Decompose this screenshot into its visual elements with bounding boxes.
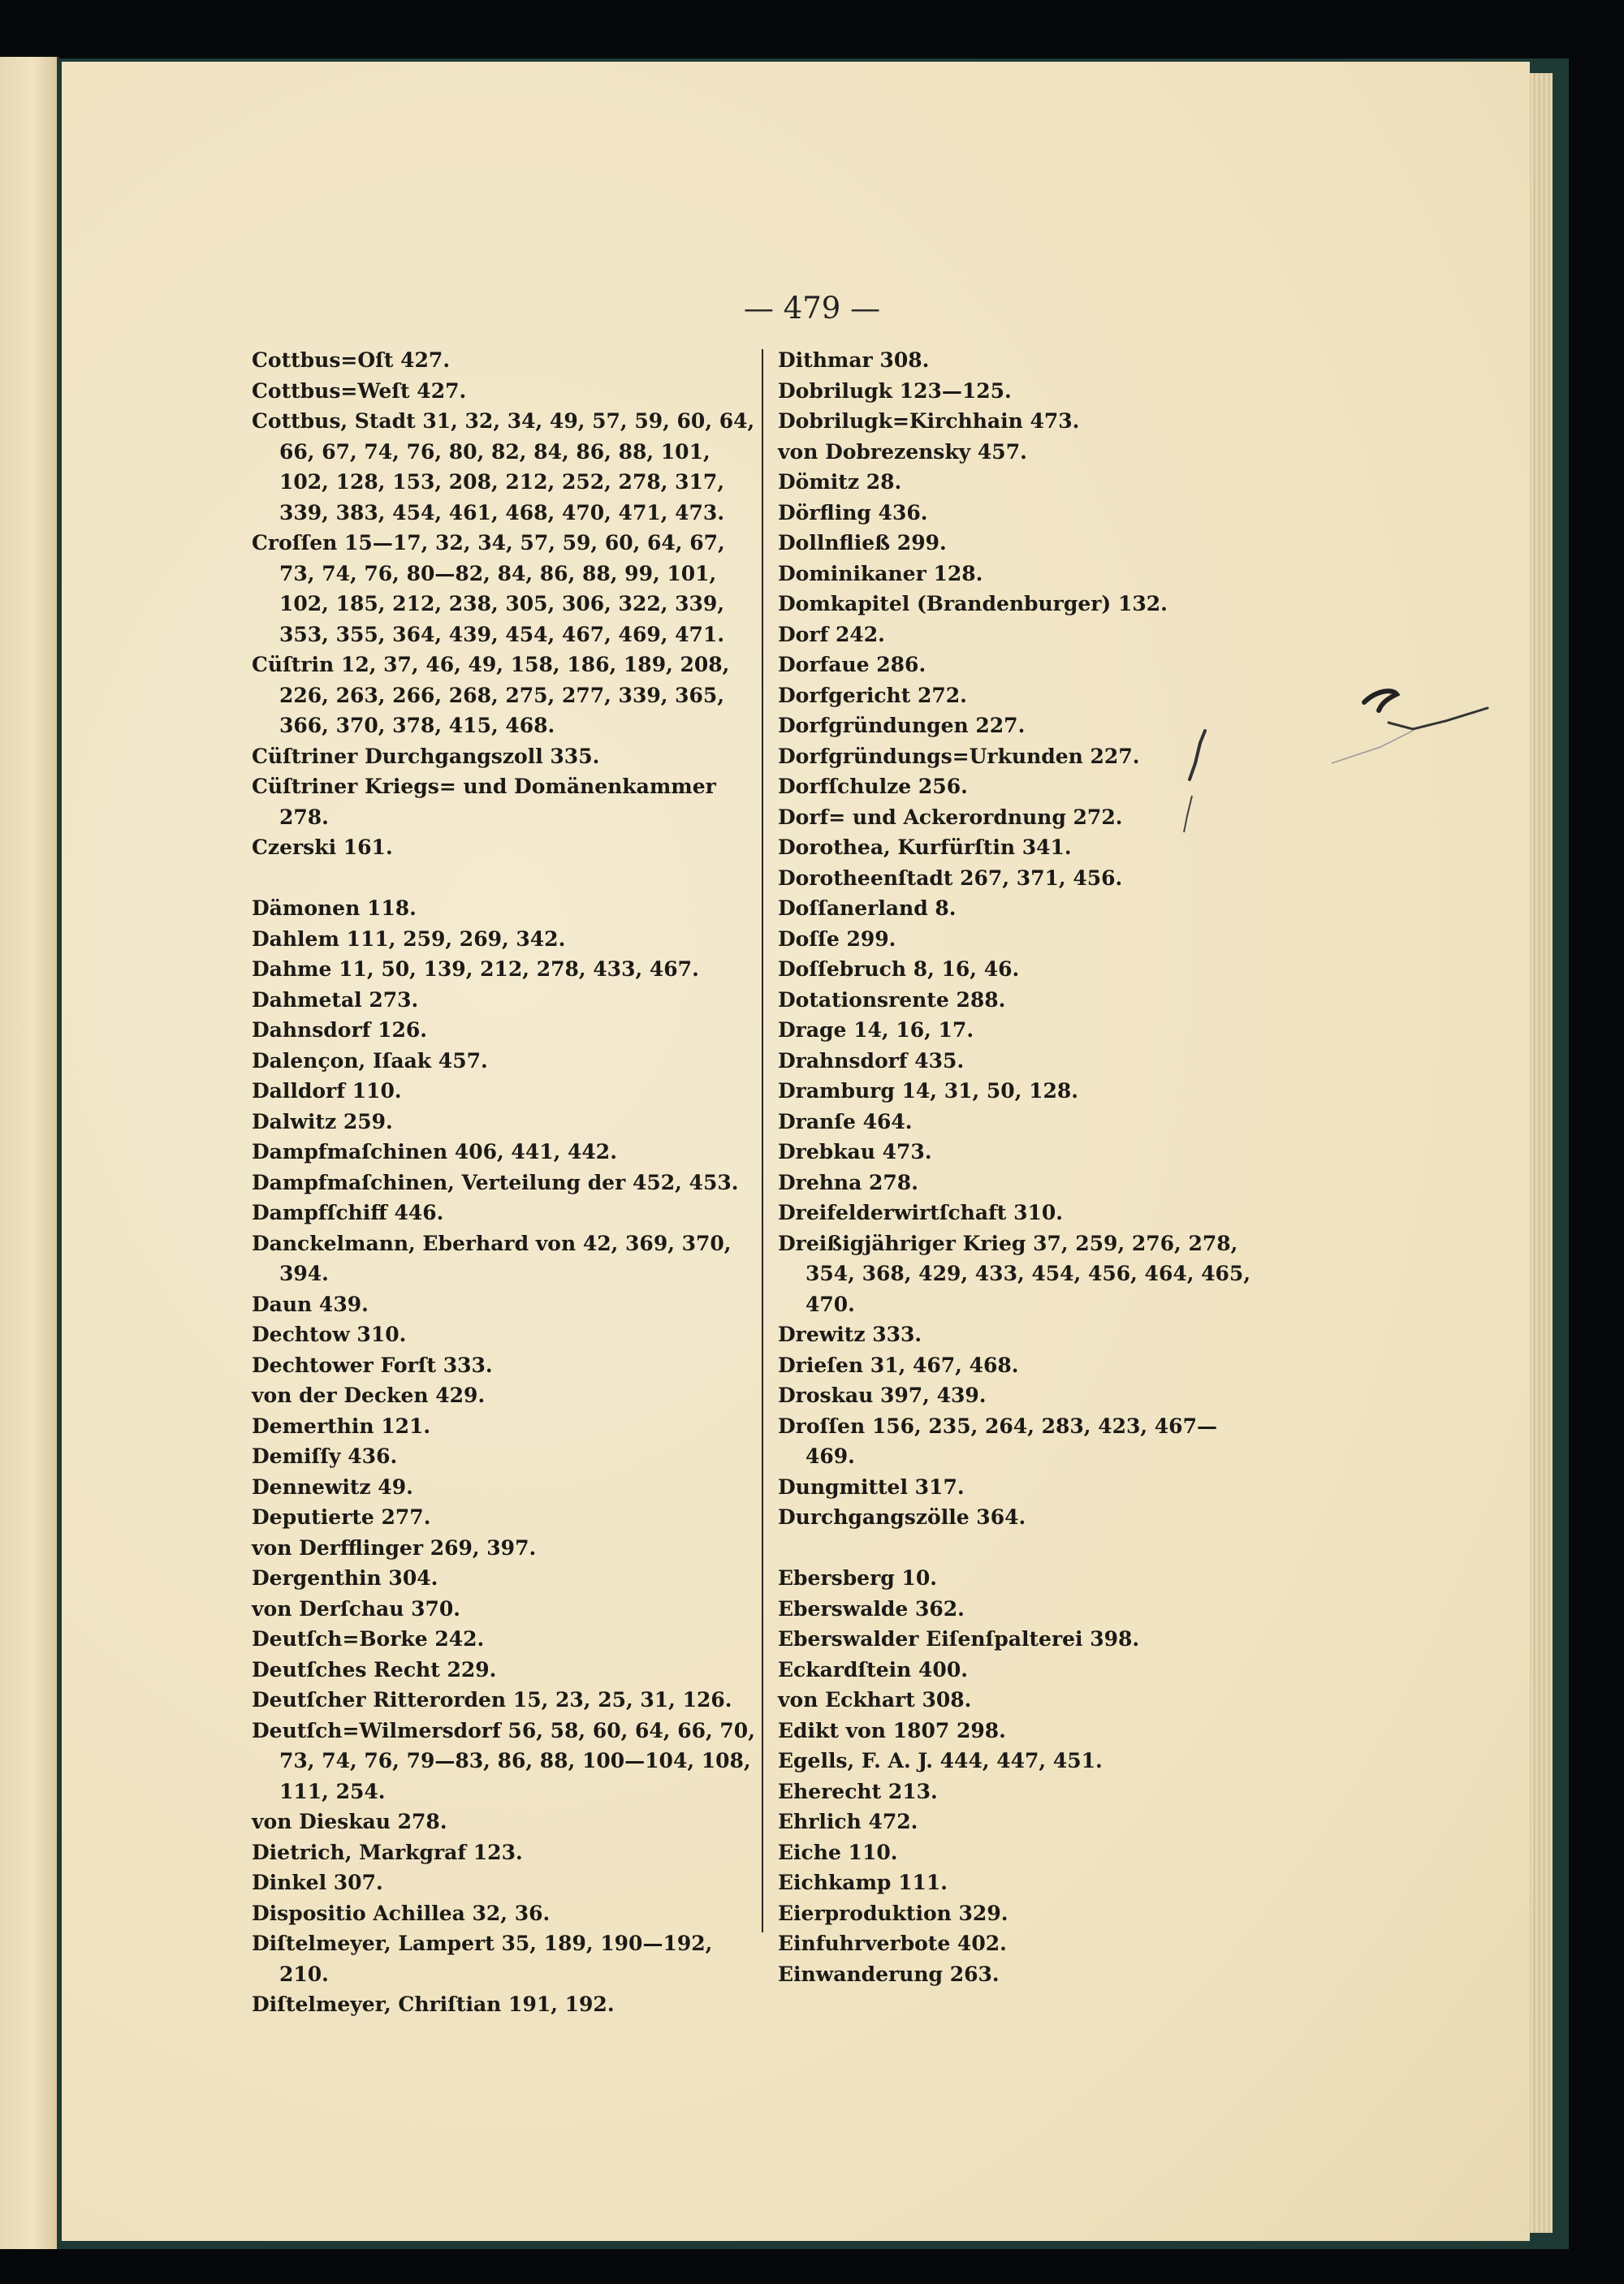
- index-entry: Danckelmann, Eberhard von 42, 369, 370, 394.: [252, 1231, 732, 1285]
- section-gap: [778, 1533, 1265, 1564]
- index-entry: Cottbus, Stadt 31, 32, 34, 49, 57, 59, 60, 64, 66, 67, 74, 76, 80, 82, 84, 86, 88, 101, 102, 128, 153, 208, 212, 252, 278, 317, 339, 383, 454, 461, 468, 470, 471, 473.: [252, 409, 755, 525]
- index-entry: Drewitz 333.: [778, 1323, 922, 1346]
- left-page-edge: [0, 57, 59, 2249]
- index-entry: Dampfſchiff 446.: [252, 1201, 444, 1224]
- index-entry: Cottbus=Weſt 427.: [252, 378, 467, 403]
- index-entry: Dalwitz 259.: [252, 1109, 393, 1133]
- index-entry: Dotationsrente 288.: [778, 987, 1006, 1012]
- index-entry: Deutſch=Wilmersdorf 56, 58, 60, 64, 66, 70, 73, 74, 76, 79—83, 86, 88, 100—104, 108, 111, 254.: [252, 1718, 755, 1803]
- index-entry: Eherecht 213.: [778, 1779, 938, 1803]
- index-entry: Doſſanerland 8.: [778, 896, 957, 920]
- index-entry: Cüſtriner Kriegs= und Domänenkammer 278.: [252, 775, 716, 829]
- index-entry: Dergenthin 304.: [252, 1566, 438, 1590]
- index-entry: Dreifelderwirtſchaft 310.: [778, 1201, 1063, 1224]
- index-entry: Deutſches Recht 229.: [252, 1657, 497, 1682]
- index-entry: Demerthin 121.: [252, 1414, 431, 1438]
- index-entry: Drebkau 473.: [778, 1140, 932, 1164]
- index-entry: Deutſch=Borke 242.: [252, 1627, 485, 1651]
- page-number: — 479 —: [743, 291, 881, 326]
- index-entry: Dorfgründungs=Urkunden 227.: [778, 744, 1140, 768]
- index-entry: Dampfmaſchinen 406, 441, 442.: [252, 1140, 617, 1164]
- index-column-right: [778, 345, 1265, 1989]
- index-entry: von Eckhart 308.: [778, 1688, 972, 1712]
- index-entry: Deputierte 277.: [252, 1505, 431, 1529]
- index-entry: Cüſtriner Durchgangszoll 335.: [252, 744, 600, 768]
- index-entry: Edikt von 1807 298.: [778, 1718, 1006, 1742]
- index-entry: Cottbus=Oſt 427.: [252, 348, 451, 372]
- index-entry: Drage 14, 16, 17.: [778, 1018, 974, 1042]
- index-entry: Dennewitz 49.: [252, 1474, 413, 1499]
- index-entry: Dorotheenſtadt 267, 371, 456.: [778, 866, 1123, 890]
- index-entry: Dollnfließ 299.: [778, 531, 947, 555]
- index-entry: Diſtelmeyer, Chriſtian 191, 192.: [252, 1993, 615, 2016]
- index-entry: Cüſtrin 12, 37, 46, 49, 158, 186, 189, 208, 226, 263, 266, 268, 275, 277, 339, 365, 366, 370, 378, 415, 468.: [252, 653, 730, 737]
- index-entry: Eckardſtein 400.: [778, 1657, 968, 1682]
- index-entry: Dörfling 436.: [778, 500, 928, 525]
- index-entry: Dechtow 310.: [252, 1323, 407, 1346]
- page-edges: [1530, 73, 1553, 2233]
- index-entry: Domkapitel (Brandenburger) 132.: [778, 592, 1168, 615]
- index-entry: Dispositio Achillea 32, 36.: [252, 1901, 551, 1925]
- index-column-left: [252, 345, 755, 2020]
- index-entry: Dorfaue 286.: [778, 653, 926, 676]
- index-entry: von Derſchau 370.: [252, 1596, 460, 1621]
- index-entry: Demiſſy 436.: [252, 1444, 398, 1468]
- index-entry: Dorfgründungen 227.: [778, 714, 1026, 737]
- index-entry: Drehna 278.: [778, 1170, 918, 1194]
- index-entry: Doſſe 299.: [778, 926, 896, 951]
- section-gap: [252, 863, 755, 894]
- index-entry: Eierproduktion 329.: [778, 1901, 1009, 1925]
- index-entry: Dranſe 464.: [778, 1109, 913, 1133]
- index-entry: Doſſebruch 8, 16, 46.: [778, 957, 1020, 981]
- index-entry: von Dieskau 278.: [252, 1810, 447, 1833]
- index-entry: Dalldorf 110.: [252, 1079, 402, 1103]
- index-entry: Dorfſchulze 256.: [778, 775, 968, 798]
- index-entry: Einwanderung 263.: [778, 1962, 1000, 1986]
- index-entry: Eberswalde 362.: [778, 1596, 965, 1621]
- index-entry: Deutſcher Ritterorden 15, 23, 25, 31, 126.: [252, 1688, 732, 1712]
- index-entry: von Derfflinger 269, 397.: [252, 1535, 537, 1560]
- index-entry: Eberswalder Eiſenſpalterei 398.: [778, 1627, 1140, 1651]
- index-entry: Dramburg 14, 31, 50, 128.: [778, 1079, 1078, 1103]
- index-entry: Eichkamp 111.: [778, 1871, 948, 1894]
- index-entry: Dithmar 308.: [778, 348, 930, 372]
- index-entry: Dahmetal 273.: [252, 987, 419, 1012]
- index-entry: Dobrilugk=Kirchhain 473.: [778, 409, 1080, 433]
- index-entry: Dechtower Forſt 333.: [252, 1353, 493, 1377]
- index-entry: Dömitz 28.: [778, 470, 902, 494]
- index-entry: Croſſen 15—17, 32, 34, 57, 59, 60, 64, 67, 73, 74, 76, 80—82, 84, 86, 88, 99, 101, 102, 185, 212, 238, 305, 306, 322, 339, 353, 355, 364, 439, 454, 467, 469, 471.: [252, 531, 725, 646]
- pencil-annotation: [1169, 666, 1510, 861]
- index-entry: Dinkel 307.: [252, 1871, 383, 1894]
- index-entry: Dorf= und Ackerordnung 272.: [778, 805, 1123, 829]
- index-entry: Droſſen 156, 235, 264, 283, 423, 467—469.: [778, 1414, 1217, 1468]
- index-entry: Dorf 242.: [778, 622, 885, 646]
- index-entry: Dorothea, Kurfürſtin 341.: [778, 835, 1072, 859]
- index-entry: Dahnsdorf 126.: [252, 1018, 427, 1042]
- index-entry: Drieſen 31, 467, 468.: [778, 1353, 1019, 1377]
- index-entry: Droskau 397, 439.: [778, 1384, 987, 1407]
- index-entry: Dobrilugk 123—125.: [778, 378, 1012, 403]
- index-entry: Dahlem 111, 259, 269, 342.: [252, 926, 566, 951]
- column-divider: [762, 349, 763, 1932]
- index-entry: Dahme 11, 50, 139, 212, 278, 433, 467.: [252, 957, 699, 981]
- index-entry: Dalençon, Iſaak 457.: [252, 1048, 488, 1073]
- index-entry: Dorfgericht 272.: [778, 683, 967, 707]
- index-entry: Daun 439.: [252, 1292, 369, 1316]
- index-entry: Dämonen 118.: [252, 896, 417, 920]
- index-entry: Dampfmaſchinen, Verteilung der 452, 453.: [252, 1170, 739, 1194]
- index-entry: Drahnsdorf 435.: [778, 1048, 965, 1073]
- index-entry: Egells, F. A. J. 444, 447, 451.: [778, 1749, 1103, 1772]
- index-entry: Dominikaner 128.: [778, 561, 983, 585]
- index-entry: von der Decken 429.: [252, 1384, 486, 1407]
- index-entry: Dungmittel 317.: [778, 1474, 965, 1499]
- index-entry: Dreißigjähriger Krieg 37, 259, 276, 278, 354, 368, 429, 433, 454, 456, 464, 465, 470.: [778, 1231, 1251, 1316]
- index-entry: Ebersberg 10.: [778, 1566, 937, 1590]
- index-entry: Czerski 161.: [252, 835, 393, 859]
- index-entry: Eiche 110.: [778, 1840, 898, 1864]
- index-entry: Einfuhrverbote 402.: [778, 1932, 1007, 1955]
- index-entry: Diſtelmeyer, Lampert 35, 189, 190—192, 210.: [252, 1932, 713, 1986]
- index-entry: Ehrlich 472.: [778, 1810, 918, 1833]
- index-entry: von Dobrezensky 457.: [778, 439, 1027, 464]
- index-entry: Dietrich, Markgraf 123.: [252, 1840, 523, 1864]
- index-entry: Durchgangszölle 364.: [778, 1505, 1026, 1529]
